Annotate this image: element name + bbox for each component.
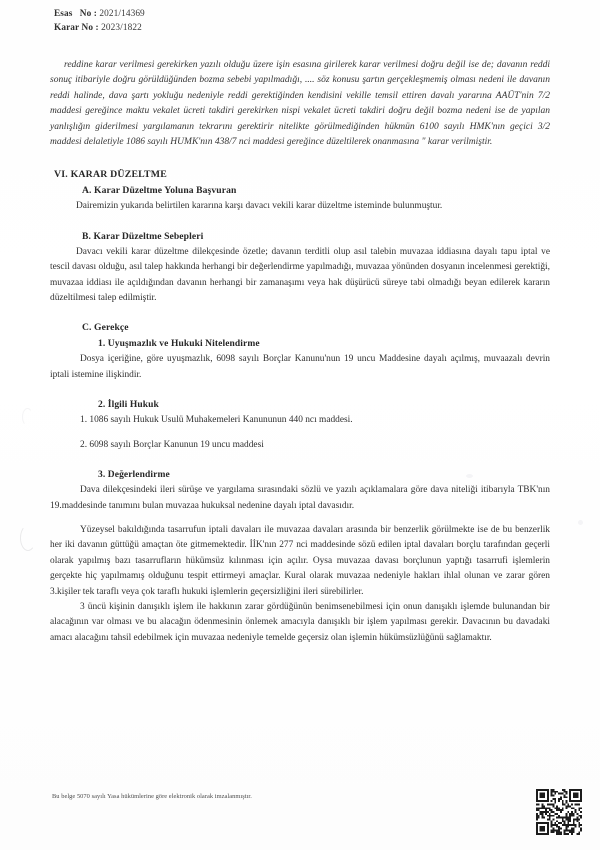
electronic-signature-note: Bu belge 5070 sayılı Yasa hükümlerine göre elektronik olarak imzalanmıştır.	[52, 793, 252, 800]
esas-no-row	[54, 7, 145, 21]
degerlendirme-paragraph: Yüzeysel bakıldığında tasarrufun iptali davaları ile muvazaa davaları arasında bir benzerlik görülmekte ise de bu benzerlik her iki davanın güttüğü amaçtan öte gitmemektedir. İİK'nın 277 nci maddesinde sözü edilen iptal davaları borçlu tarafından geçerli olarak yapılmış bazı tasarrufların hükümsüz kılınması için açılır. Oysa muvazaa davası borçlunun yaptığı tasarrufi işlemlerin gerçekte hiç yapılmamış olduğunu tespit ettirmeyi amaçlar. Kural olarak muvazaa nedeniyle hakları ihlal olunan ve zarar gören 3.kişiler tek taraflı veya çok taraflı hukuki işlemlerin geçersizliğini ileri sürebilirler.	[50, 524, 550, 597]
law-item: 1. 1086 sayılı Hukuk Usulü Muhakemeleri Kanununun 440 ncı maddesi.	[80, 415, 353, 426]
qr-code	[536, 789, 582, 835]
subsection-heading-ilgili-hukuk: 2. İlgili Hukuk	[98, 400, 159, 411]
subsection-body-sebepleri: Davacı vekili karar düzeltme dilekçesinde özetle; davanın terditli olup asıl talebin muvazaa iddiasına dayalı tapu iptal ve tescil davası olduğu, asıl talep hakkında herhangi bir değerlendirme yapılmadığı, muvazaa yönünden dosyanın incelenmesi gerektiği, muvazaa iddiası ile açıldığından davanın herhangi bir zamanaşımı veya hak düşürücü süreye tabi olmadığı beyan edilerek kararın düzeltilmesi talep edilmiştir.	[50, 246, 550, 304]
document-body	[50, 58, 550, 646]
law-item: 2. 6098 sayılı Borçlar Kanunun 19 uncu maddesi	[80, 439, 264, 450]
subsection-heading-degerlendirme: 3. Değerlendirme	[98, 470, 170, 481]
scan-artifact	[578, 520, 583, 525]
subsection-heading-gerekce: C. Gerekçe	[82, 322, 129, 334]
scan-artifact	[466, 474, 473, 478]
section-heading-karar-duzeltme: VI. KARAR DÜZELTME	[54, 169, 167, 181]
karar-no-label: Karar No :	[54, 23, 99, 34]
subsection-heading-basvuran: A. Karar Düzeltme Yoluna Başvuran	[82, 185, 237, 197]
scan-artifact	[22, 408, 33, 426]
karar-no-row	[54, 21, 145, 35]
subsection-body-uyusmazlik: Dosya içeriğine, göre uyuşmazlık, 6098 sayılı Borçlar Kanunu'nun 19 uncu Maddesine dayalı açılmış, muvaazalı devrin iptali istemine ilişkindir.	[50, 354, 550, 380]
quoted-decision-paragraph: reddine karar verilmesi gerekirken yazılı olduğu üzere işin esasına girilerek karar verilmesi doğru değil ise de; davanın reddi sonuç itibariyle doğru görüldüğünden bozma sebebi yapılmadığı, .... söz konusu şartın gerçekleşmemiş olması nedeni ile davanın reddi halinde, dava şartı yokluğu nedeniyle reddi gerektiğinden kendisini vekille temsil ettiren davalı yararına AAÜT'nin 7/2 maddesi gereğince maktu vekalet ücreti takdiri gerekirken nispi vekalet ücreti takdiri doğru değil bozma nedeni ise de yapılan yanlışlığın giderilmesi yargılamanın tekrarını gerektirir nitelikte görülmediğinden hükmün 6100 sayılı HMK'nın geçici 3/2 maddesi delaletiyle 1086 sayılı HUMK'nın 438/7 nci maddesi gereğince düzeltilerek onanmasına " karar verilmiştir.	[50, 60, 550, 148]
subsection-heading-sebepleri: B. Karar Düzeltme Sebepleri	[82, 230, 204, 242]
degerlendirme-paragraph: Dava dilekçesindeki ileri sürüşe ve yargılama sırasındaki sözlü ve yazılı açıklamalara göre dava niteliği itibarıyla TBK'nın 19.maddesinde tanımını bulan muvazaa hukuksal nedenine dayalı iptal davasıdır.	[50, 485, 550, 511]
document-header	[54, 7, 145, 35]
subsection-body-basvuran: Dairemizin yukarıda belirtilen kararına karşı davacı vekili karar düzeltme isteminde bulunmuştur.	[76, 201, 443, 212]
subsection-heading-uyusmazlik: 1. Uyuşmazlık ve Hukuki Nitelendirme	[98, 339, 260, 350]
esas-no-label: Esas No :	[54, 9, 97, 19]
karar-no-value: 2023/1822	[101, 23, 142, 34]
esas-no-value: 2021/14369	[99, 9, 145, 19]
degerlendirme-paragraph: 3 üncü kişinin danışıklı işlem ile hakkının zarar gördüğünün benimsenebilmesi için onun danışıklı işlemde bulunandan bir alacağının var olması ve bu alacağın ödenmesinin önlemek amacıyla danışıklı bir işlem yapılması gerekir. Davacının bu davadaki amacı alacağını tahsil edebilmek için muvazaa nedeniyle temelde geçersiz olan işlemin hükümsüzlüğünü sağlamaktır.	[50, 601, 550, 643]
scan-artifact	[20, 525, 36, 551]
